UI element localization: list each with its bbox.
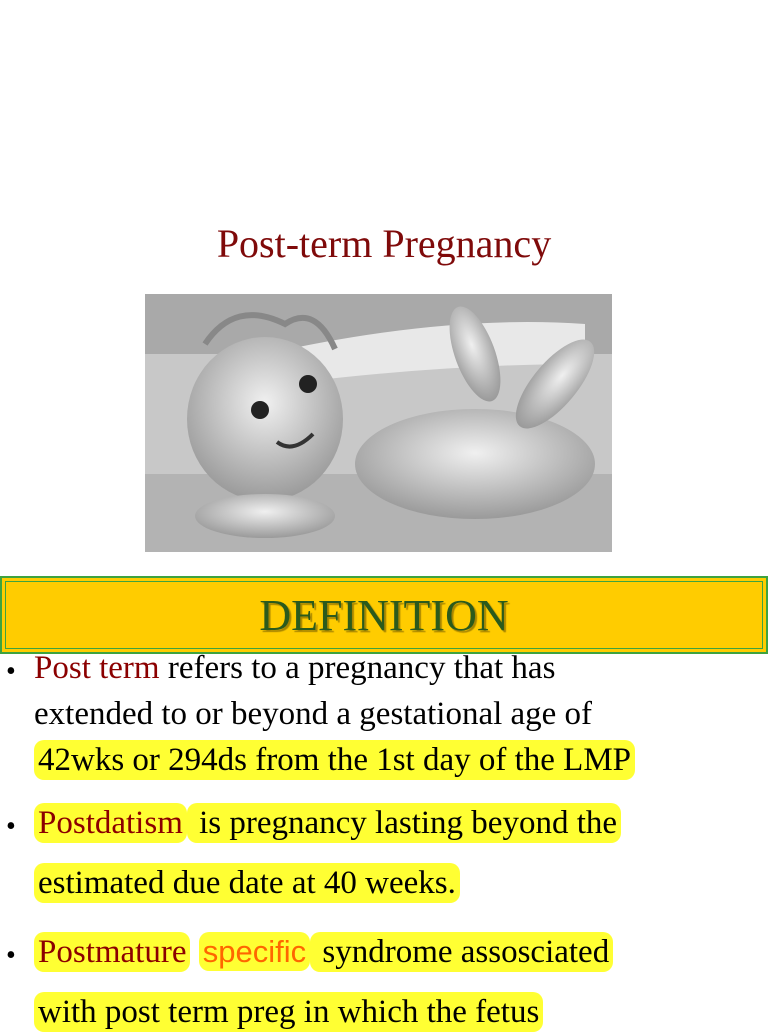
highlighted-text: syndrome assosciated	[310, 932, 613, 972]
baby-photo	[145, 294, 612, 552]
slide-title: Post-term Pregnancy	[216, 221, 552, 266]
term-postdatism: Postdatism	[34, 803, 187, 843]
bullet-line	[34, 865, 460, 902]
bullet-line	[34, 696, 592, 733]
bullet-line	[34, 934, 613, 971]
highlighted-text: 42wks or 294ds from the 1st day of the LMP	[34, 740, 635, 780]
bullet-text: refers to a pregnancy that has	[159, 650, 556, 686]
bullet-text: extended to or beyond a gestational age of	[34, 696, 593, 732]
highlighted-text: with post term preg in which the fetus	[34, 992, 543, 1032]
bullet-line	[34, 805, 621, 842]
bullet-dot: •	[6, 811, 16, 842]
term-post-term: Post term	[34, 650, 160, 686]
specific-label: specific	[199, 932, 310, 971]
definition-heading: DEFINITION	[259, 591, 509, 640]
bullet-line	[34, 994, 543, 1031]
bullet-line	[34, 650, 555, 687]
highlighted-text: is pregnancy lasting beyond the	[187, 803, 621, 843]
term-postmature: Postmature	[34, 932, 190, 972]
bullet-dot: •	[6, 656, 16, 687]
definition-band	[0, 576, 768, 654]
bullet-dot: •	[6, 940, 16, 971]
bullet-line	[34, 742, 635, 779]
highlighted-text: estimated due date at 40 weeks.	[34, 863, 460, 903]
